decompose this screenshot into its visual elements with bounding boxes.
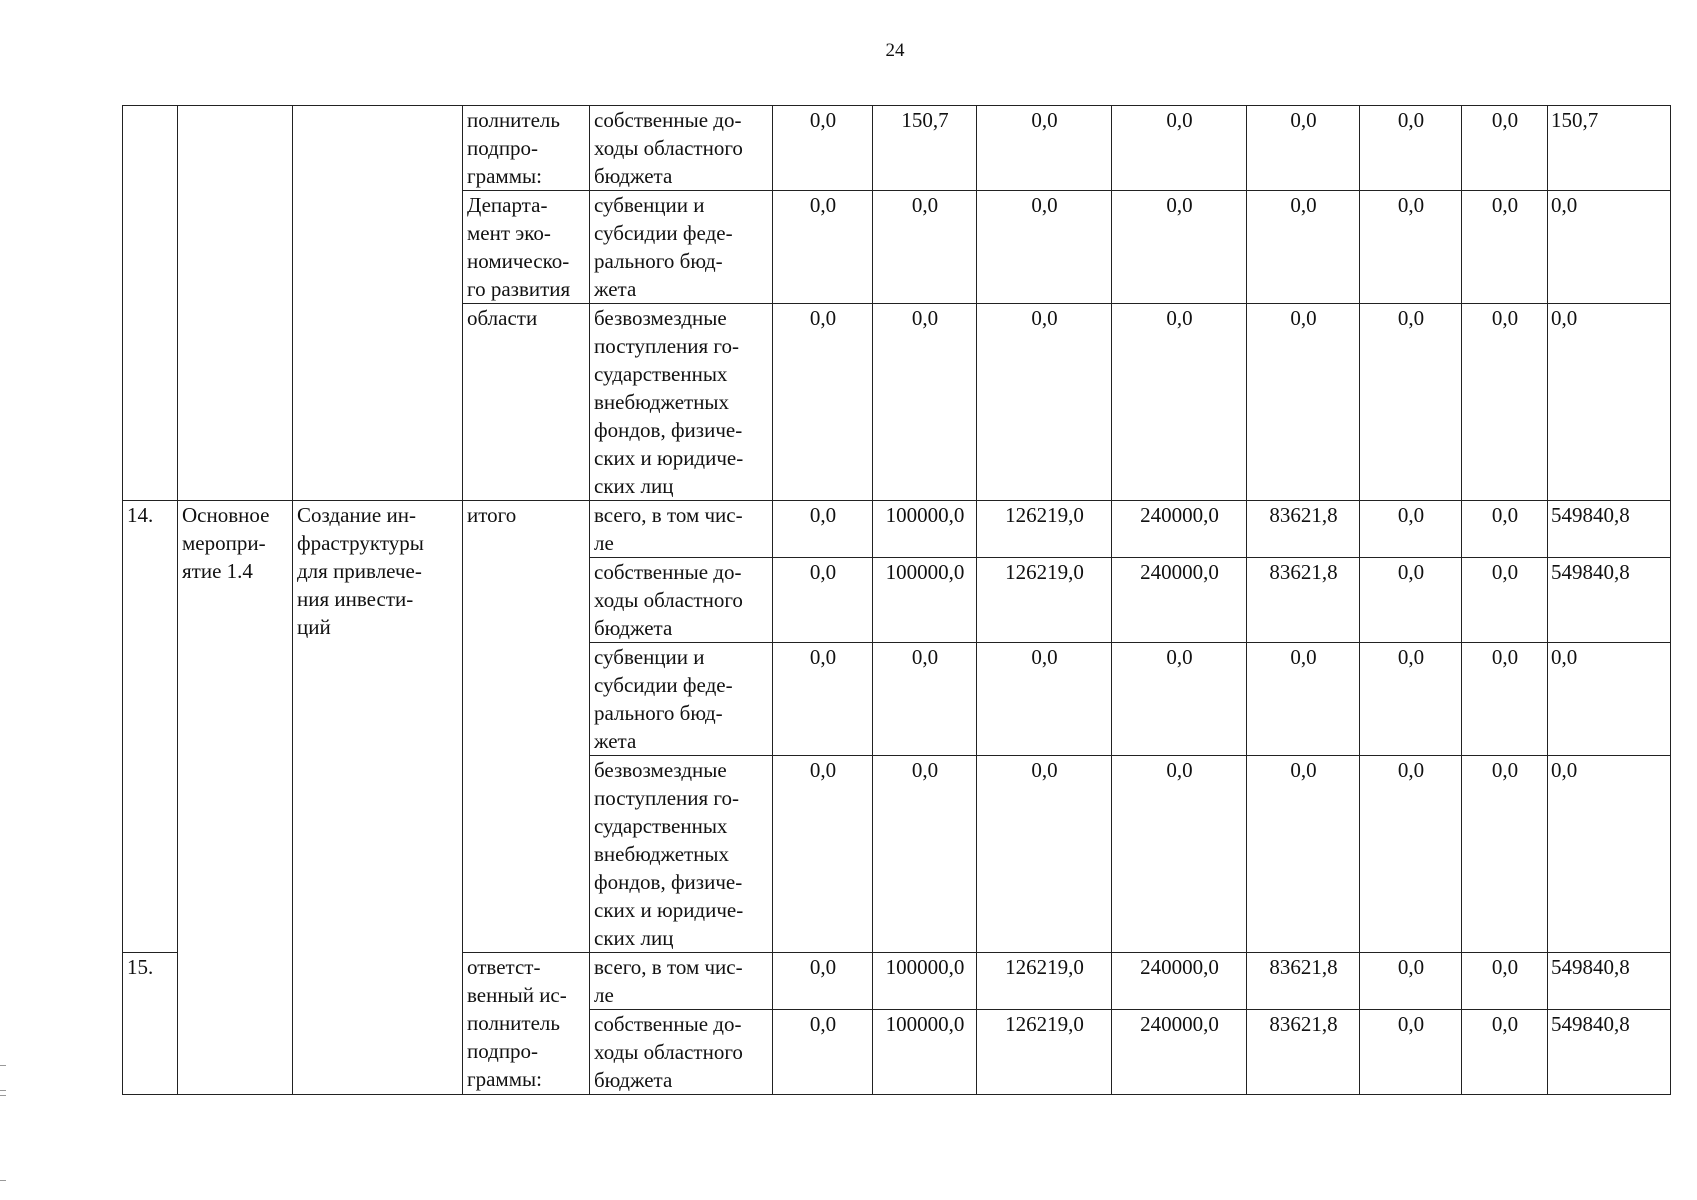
cell-text-line: ятие 1.4: [182, 559, 253, 583]
value-cell: 0,0: [1548, 304, 1671, 501]
value-cell: 0,0: [1462, 756, 1548, 953]
cell-text-line: ния инвести-: [297, 587, 414, 611]
value-cell: 0,0: [873, 304, 977, 501]
value-cell: 0,0: [1462, 953, 1548, 1010]
cell-text-line: области: [467, 306, 538, 330]
value-cell: 549840,8: [1548, 953, 1671, 1010]
cell-text-line: бюджета: [594, 1068, 673, 1092]
cell-text-line: полнитель: [467, 1011, 560, 1035]
cell-text-line: подпро-: [467, 1039, 539, 1063]
cell-text-line: бюджета: [594, 164, 673, 188]
value-cell: 0,0: [1462, 1010, 1548, 1095]
value-cell: 240000,0: [1112, 558, 1247, 643]
value-cell: 0,0: [1247, 304, 1360, 501]
value-cell: 0,0: [1462, 106, 1548, 191]
cell-text-line: граммы:: [467, 1067, 542, 1091]
cell-text-line: граммы:: [467, 164, 542, 188]
cell-text-line: венный ис-: [467, 983, 567, 1007]
value-cell: 0,0: [773, 558, 873, 643]
value-cell: 0,0: [1360, 953, 1462, 1010]
value-cell: 126219,0: [977, 501, 1112, 558]
funding-source-cell: [590, 558, 773, 643]
cell-text-line: бюджета: [594, 616, 673, 640]
event-cell: [178, 501, 293, 1095]
value-cell: 549840,8: [1548, 1010, 1671, 1095]
cell-text-line: Департа-: [467, 193, 548, 217]
value-cell: 0,0: [873, 756, 977, 953]
value-cell: 0,0: [1247, 106, 1360, 191]
responsible-cell: [463, 501, 590, 953]
cell-text-line: полнитель: [467, 108, 560, 132]
cell-text-line: собственные до-: [594, 560, 742, 584]
cell-text-line: ских и юридиче-: [594, 446, 744, 470]
value-cell: 0,0: [1360, 756, 1462, 953]
value-cell: 0,0: [1462, 558, 1548, 643]
cell-text-line: субсидии феде-: [594, 673, 733, 697]
value-cell: 0,0: [1360, 643, 1462, 756]
cell-text-line: го развития: [467, 277, 571, 301]
event-name-cell: [293, 106, 463, 501]
value-cell: 0,0: [1247, 756, 1360, 953]
cell-text-line: меропри-: [182, 531, 266, 555]
cell-text-line: ходы областного: [594, 588, 743, 612]
value-cell: 240000,0: [1112, 953, 1247, 1010]
cell-text-line: субвенции и: [594, 193, 705, 217]
value-cell: 83621,8: [1247, 558, 1360, 643]
value-cell: 0,0: [1112, 191, 1247, 304]
value-cell: 0,0: [1360, 304, 1462, 501]
table-row: [123, 106, 1671, 191]
cell-text-line: безвозмездные: [594, 306, 727, 330]
cell-text-line: ответст-: [467, 955, 541, 979]
value-cell: 126219,0: [977, 1010, 1112, 1095]
value-cell: 126219,0: [977, 953, 1112, 1010]
cell-text-line: внебюджетных: [594, 842, 730, 866]
value-cell: 0,0: [773, 756, 873, 953]
scan-edge-mark: [0, 1180, 6, 1181]
value-cell: 0,0: [977, 106, 1112, 191]
value-cell: 240000,0: [1112, 501, 1247, 558]
funding-source-cell: [590, 1010, 773, 1095]
value-cell: 0,0: [1247, 643, 1360, 756]
cell-text-line: ских лиц: [594, 926, 674, 950]
scan-edge-mark: [0, 1095, 6, 1096]
cell-text-line: субвенции и: [594, 645, 705, 669]
value-cell: 0,0: [1112, 756, 1247, 953]
cell-text-line: ций: [297, 615, 331, 639]
value-cell: 0,0: [977, 756, 1112, 953]
cell-text-line: ле: [594, 531, 614, 555]
value-cell: 0,0: [977, 304, 1112, 501]
value-cell: 0,0: [1548, 756, 1671, 953]
cell-text-line: ле: [594, 983, 614, 1007]
funding-source-cell: [590, 501, 773, 558]
value-cell: 100000,0: [873, 953, 977, 1010]
value-cell: 0,0: [1112, 106, 1247, 191]
cell-text-line: сударственных: [594, 814, 728, 838]
value-cell: 0,0: [773, 643, 873, 756]
value-cell: 0,0: [773, 953, 873, 1010]
responsible-cell: [463, 953, 590, 1095]
responsible-cell: [463, 304, 590, 501]
value-cell: 83621,8: [1247, 1010, 1360, 1095]
value-cell: 100000,0: [873, 558, 977, 643]
cell-text-line: жета: [594, 277, 637, 301]
value-cell: 100000,0: [873, 501, 977, 558]
funding-source-cell: [590, 191, 773, 304]
responsible-cell: [463, 191, 590, 304]
cell-text-line: номическо-: [467, 249, 570, 273]
cell-text-line: поступления го-: [594, 786, 739, 810]
scan-edge-mark: [0, 1090, 6, 1091]
value-cell: 0,0: [773, 191, 873, 304]
budget-table: [122, 105, 1671, 1095]
value-cell: 0,0: [1548, 643, 1671, 756]
cell-text-line: фондов, физиче-: [594, 870, 743, 894]
cell-text-line: поступления го-: [594, 334, 739, 358]
cell-text-line: рального бюд-: [594, 701, 723, 725]
value-cell: 0,0: [1360, 558, 1462, 643]
value-cell: 0,0: [773, 1010, 873, 1095]
value-cell: 150,7: [873, 106, 977, 191]
cell-text-line: ходы областного: [594, 1040, 743, 1064]
cell-text-line: подпро-: [467, 136, 539, 160]
cell-text-line: всего, в том чис-: [594, 503, 743, 527]
cell-text-line: ходы областного: [594, 136, 743, 160]
value-cell: 0,0: [1112, 304, 1247, 501]
value-cell: 0,0: [1462, 643, 1548, 756]
cell-text-line: безвозмездные: [594, 758, 727, 782]
cell-text-line: для привлече-: [297, 559, 422, 583]
value-cell: 0,0: [873, 191, 977, 304]
page-number: 24: [885, 40, 905, 61]
value-cell: 0,0: [1112, 643, 1247, 756]
cell-text-line: внебюджетных: [594, 390, 730, 414]
value-cell: 0,0: [977, 643, 1112, 756]
value-cell: 150,7: [1548, 106, 1671, 191]
funding-source-cell: [590, 756, 773, 953]
cell-text-line: мент эко-: [467, 221, 551, 245]
cell-text-line: Создание ин-: [297, 503, 416, 527]
cell-text-line: жета: [594, 729, 637, 753]
funding-source-cell: [590, 106, 773, 191]
value-cell: 0,0: [1462, 501, 1548, 558]
cell-text-line: Основное: [182, 503, 270, 527]
value-cell: 0,0: [773, 501, 873, 558]
value-cell: 240000,0: [1112, 1010, 1247, 1095]
funding-source-cell: [590, 953, 773, 1010]
cell-text-line: фондов, физиче-: [594, 418, 743, 442]
value-cell: 0,0: [1548, 191, 1671, 304]
row-number-cell: 15.: [123, 953, 178, 1095]
value-cell: 100000,0: [873, 1010, 977, 1095]
cell-text-line: собственные до-: [594, 108, 742, 132]
cell-text-line: ских лиц: [594, 474, 674, 498]
funding-source-cell: [590, 643, 773, 756]
value-cell: 0,0: [977, 191, 1112, 304]
value-cell: 549840,8: [1548, 558, 1671, 643]
value-cell: 83621,8: [1247, 501, 1360, 558]
value-cell: 0,0: [1360, 191, 1462, 304]
event-cell: [178, 106, 293, 501]
value-cell: 0,0: [1360, 1010, 1462, 1095]
value-cell: 0,0: [873, 643, 977, 756]
row-number-cell: [123, 106, 178, 501]
value-cell: 0,0: [1247, 191, 1360, 304]
responsible-cell: [463, 106, 590, 191]
value-cell: 0,0: [1462, 191, 1548, 304]
table-body: [123, 106, 1671, 1095]
row-number-cell: 14.: [123, 501, 178, 953]
value-cell: 0,0: [1360, 106, 1462, 191]
event-name-cell: [293, 501, 463, 1095]
value-cell: 549840,8: [1548, 501, 1671, 558]
cell-text-line: сударственных: [594, 362, 728, 386]
value-cell: 0,0: [773, 106, 873, 191]
cell-text-line: фраструктуры: [297, 531, 424, 555]
value-cell: 0,0: [1360, 501, 1462, 558]
cell-text-line: ских и юридиче-: [594, 898, 744, 922]
funding-source-cell: [590, 304, 773, 501]
value-cell: 126219,0: [977, 558, 1112, 643]
value-cell: 83621,8: [1247, 953, 1360, 1010]
scan-edge-mark: [0, 1065, 6, 1066]
cell-text-line: рального бюд-: [594, 249, 723, 273]
cell-text-line: собственные до-: [594, 1012, 742, 1036]
value-cell: 0,0: [1462, 304, 1548, 501]
table-row: [123, 501, 1671, 558]
cell-text-line: итого: [467, 503, 517, 527]
cell-text-line: субсидии феде-: [594, 221, 733, 245]
cell-text-line: всего, в том чис-: [594, 955, 743, 979]
value-cell: 0,0: [773, 304, 873, 501]
